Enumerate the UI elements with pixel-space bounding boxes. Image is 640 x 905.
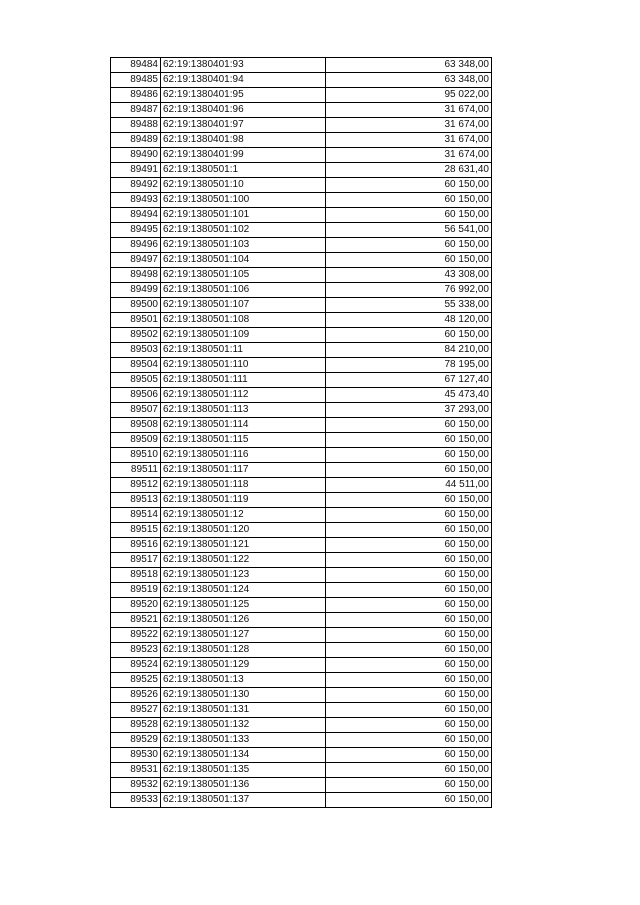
cadastral-number-cell: 62:19:1380501:11 xyxy=(161,343,326,358)
row-number-cell: 89502 xyxy=(111,328,161,343)
cadastral-number-cell: 62:19:1380501:122 xyxy=(161,553,326,568)
value-cell: 31 674,00 xyxy=(326,103,492,118)
value-cell: 48 120,00 xyxy=(326,313,492,328)
cadastral-number-cell: 62:19:1380501:121 xyxy=(161,538,326,553)
cadastral-number-cell: 62:19:1380401:99 xyxy=(161,148,326,163)
cadastral-number-cell: 62:19:1380401:94 xyxy=(161,73,326,88)
row-number-cell: 89485 xyxy=(111,73,161,88)
cadastral-number-cell: 62:19:1380501:106 xyxy=(161,283,326,298)
table-row xyxy=(111,463,492,478)
table-row xyxy=(111,478,492,493)
table-row xyxy=(111,793,492,808)
table-row xyxy=(111,733,492,748)
row-number-cell: 89510 xyxy=(111,448,161,463)
value-cell: 60 150,00 xyxy=(326,733,492,748)
row-number-cell: 89520 xyxy=(111,598,161,613)
cadastral-number-cell: 62:19:1380501:114 xyxy=(161,418,326,433)
cadastral-number-cell: 62:19:1380501:115 xyxy=(161,433,326,448)
value-cell: 60 150,00 xyxy=(326,238,492,253)
table-row xyxy=(111,193,492,208)
value-cell: 63 348,00 xyxy=(326,73,492,88)
row-number-cell: 89514 xyxy=(111,508,161,523)
value-cell: 60 150,00 xyxy=(326,673,492,688)
table-row xyxy=(111,703,492,718)
cadastral-number-cell: 62:19:1380401:93 xyxy=(161,58,326,73)
row-number-cell: 89491 xyxy=(111,163,161,178)
table-row xyxy=(111,388,492,403)
value-cell: 55 338,00 xyxy=(326,298,492,313)
value-cell: 67 127,40 xyxy=(326,373,492,388)
cadastral-number-cell: 62:19:1380501:108 xyxy=(161,313,326,328)
row-number-cell: 89496 xyxy=(111,238,161,253)
value-cell: 45 473,40 xyxy=(326,388,492,403)
cadastral-number-cell: 62:19:1380401:98 xyxy=(161,133,326,148)
row-number-cell: 89498 xyxy=(111,268,161,283)
table-row xyxy=(111,133,492,148)
cadastral-number-cell: 62:19:1380501:104 xyxy=(161,253,326,268)
cadastral-number-cell: 62:19:1380501:126 xyxy=(161,613,326,628)
value-cell: 60 150,00 xyxy=(326,328,492,343)
row-number-cell: 89495 xyxy=(111,223,161,238)
value-cell: 60 150,00 xyxy=(326,763,492,778)
row-number-cell: 89506 xyxy=(111,388,161,403)
row-number-cell: 89532 xyxy=(111,778,161,793)
cadastral-number-cell: 62:19:1380501:123 xyxy=(161,568,326,583)
row-number-cell: 89526 xyxy=(111,688,161,703)
table-row xyxy=(111,313,492,328)
value-cell: 60 150,00 xyxy=(326,208,492,223)
table-row xyxy=(111,508,492,523)
value-cell: 60 150,00 xyxy=(326,418,492,433)
row-number-cell: 89529 xyxy=(111,733,161,748)
row-number-cell: 89525 xyxy=(111,673,161,688)
table-row xyxy=(111,493,492,508)
table-row xyxy=(111,643,492,658)
table-row xyxy=(111,88,492,103)
cadastral-number-cell: 62:19:1380501:10 xyxy=(161,178,326,193)
table-row xyxy=(111,178,492,193)
value-cell: 31 674,00 xyxy=(326,133,492,148)
value-cell: 37 293,00 xyxy=(326,403,492,418)
value-cell: 60 150,00 xyxy=(326,598,492,613)
cadastral-number-cell: 62:19:1380501:120 xyxy=(161,523,326,538)
row-number-cell: 89533 xyxy=(111,793,161,808)
row-number-cell: 89488 xyxy=(111,118,161,133)
cadastral-number-cell: 62:19:1380501:116 xyxy=(161,448,326,463)
row-number-cell: 89521 xyxy=(111,613,161,628)
row-number-cell: 89493 xyxy=(111,193,161,208)
table-row xyxy=(111,748,492,763)
value-cell: 60 150,00 xyxy=(326,658,492,673)
row-number-cell: 89522 xyxy=(111,628,161,643)
value-cell: 60 150,00 xyxy=(326,553,492,568)
cadastral-number-cell: 62:19:1380501:107 xyxy=(161,298,326,313)
table-row xyxy=(111,523,492,538)
cadastral-number-cell: 62:19:1380501:130 xyxy=(161,688,326,703)
table-row xyxy=(111,433,492,448)
cadastral-number-cell: 62:19:1380501:13 xyxy=(161,673,326,688)
value-cell: 60 150,00 xyxy=(326,253,492,268)
value-cell: 60 150,00 xyxy=(326,523,492,538)
row-number-cell: 89484 xyxy=(111,58,161,73)
table-row xyxy=(111,403,492,418)
row-number-cell: 89528 xyxy=(111,718,161,733)
row-number-cell: 89518 xyxy=(111,568,161,583)
value-cell: 60 150,00 xyxy=(326,433,492,448)
cadastral-number-cell: 62:19:1380501:132 xyxy=(161,718,326,733)
cadastral-number-cell: 62:19:1380501:12 xyxy=(161,508,326,523)
value-cell: 60 150,00 xyxy=(326,703,492,718)
cadastral-number-cell: 62:19:1380501:124 xyxy=(161,583,326,598)
cadastral-number-cell: 62:19:1380501:1 xyxy=(161,163,326,178)
table-row xyxy=(111,598,492,613)
cadastral-number-cell: 62:19:1380501:112 xyxy=(161,388,326,403)
row-number-cell: 89527 xyxy=(111,703,161,718)
table-row xyxy=(111,118,492,133)
value-cell: 60 150,00 xyxy=(326,193,492,208)
row-number-cell: 89509 xyxy=(111,433,161,448)
row-number-cell: 89494 xyxy=(111,208,161,223)
value-cell: 60 150,00 xyxy=(326,643,492,658)
table-row xyxy=(111,688,492,703)
table-row xyxy=(111,568,492,583)
value-cell: 56 541,00 xyxy=(326,223,492,238)
table-row xyxy=(111,238,492,253)
value-cell: 60 150,00 xyxy=(326,568,492,583)
row-number-cell: 89497 xyxy=(111,253,161,268)
value-cell: 43 308,00 xyxy=(326,268,492,283)
table-row xyxy=(111,283,492,298)
cadastral-number-cell: 62:19:1380501:105 xyxy=(161,268,326,283)
table-row xyxy=(111,148,492,163)
table-body xyxy=(111,58,492,808)
row-number-cell: 89513 xyxy=(111,493,161,508)
row-number-cell: 89490 xyxy=(111,148,161,163)
row-number-cell: 89499 xyxy=(111,283,161,298)
table-row xyxy=(111,268,492,283)
cadastral-number-cell: 62:19:1380501:111 xyxy=(161,373,326,388)
row-number-cell: 89511 xyxy=(111,463,161,478)
cadastral-number-cell: 62:19:1380501:131 xyxy=(161,703,326,718)
table-row xyxy=(111,253,492,268)
value-cell: 84 210,00 xyxy=(326,343,492,358)
cadastral-number-cell: 62:19:1380501:117 xyxy=(161,463,326,478)
row-number-cell: 89489 xyxy=(111,133,161,148)
table-row xyxy=(111,103,492,118)
value-cell: 60 150,00 xyxy=(326,463,492,478)
row-number-cell: 89519 xyxy=(111,583,161,598)
row-number-cell: 89487 xyxy=(111,103,161,118)
value-cell: 95 022,00 xyxy=(326,88,492,103)
row-number-cell: 89515 xyxy=(111,523,161,538)
row-number-cell: 89504 xyxy=(111,358,161,373)
cadastral-number-cell: 62:19:1380401:97 xyxy=(161,118,326,133)
table-row xyxy=(111,553,492,568)
table-row xyxy=(111,628,492,643)
value-cell: 60 150,00 xyxy=(326,718,492,733)
cadastral-number-cell: 62:19:1380501:102 xyxy=(161,223,326,238)
cadastral-number-cell: 62:19:1380501:136 xyxy=(161,778,326,793)
table-row xyxy=(111,58,492,73)
cadastral-number-cell: 62:19:1380501:134 xyxy=(161,748,326,763)
value-cell: 60 150,00 xyxy=(326,538,492,553)
value-cell: 31 674,00 xyxy=(326,118,492,133)
table-row xyxy=(111,343,492,358)
value-cell: 63 348,00 xyxy=(326,58,492,73)
cadastral-number-cell: 62:19:1380501:129 xyxy=(161,658,326,673)
cadastral-number-cell: 62:19:1380501:125 xyxy=(161,598,326,613)
value-cell: 78 195,00 xyxy=(326,358,492,373)
value-cell: 31 674,00 xyxy=(326,148,492,163)
table-row xyxy=(111,73,492,88)
cadastral-number-cell: 62:19:1380501:127 xyxy=(161,628,326,643)
row-number-cell: 89505 xyxy=(111,373,161,388)
cadastral-number-cell: 62:19:1380501:103 xyxy=(161,238,326,253)
row-number-cell: 89516 xyxy=(111,538,161,553)
value-cell: 60 150,00 xyxy=(326,448,492,463)
row-number-cell: 89523 xyxy=(111,643,161,658)
row-number-cell: 89507 xyxy=(111,403,161,418)
cadastral-number-cell: 62:19:1380501:135 xyxy=(161,763,326,778)
cadastral-value-table xyxy=(110,57,492,808)
table-row xyxy=(111,613,492,628)
value-cell: 60 150,00 xyxy=(326,178,492,193)
table-row xyxy=(111,328,492,343)
document-page xyxy=(110,57,491,808)
table-row xyxy=(111,223,492,238)
row-number-cell: 89503 xyxy=(111,343,161,358)
table-row xyxy=(111,163,492,178)
table-row xyxy=(111,583,492,598)
table-row xyxy=(111,778,492,793)
row-number-cell: 89508 xyxy=(111,418,161,433)
cadastral-number-cell: 62:19:1380501:128 xyxy=(161,643,326,658)
cadastral-number-cell: 62:19:1380501:118 xyxy=(161,478,326,493)
table-row xyxy=(111,418,492,433)
value-cell: 60 150,00 xyxy=(326,493,492,508)
row-number-cell: 89517 xyxy=(111,553,161,568)
table-row xyxy=(111,448,492,463)
cadastral-number-cell: 62:19:1380501:119 xyxy=(161,493,326,508)
cadastral-number-cell: 62:19:1380501:110 xyxy=(161,358,326,373)
row-number-cell: 89500 xyxy=(111,298,161,313)
cadastral-number-cell: 62:19:1380501:133 xyxy=(161,733,326,748)
value-cell: 76 992,00 xyxy=(326,283,492,298)
row-number-cell: 89501 xyxy=(111,313,161,328)
value-cell: 60 150,00 xyxy=(326,628,492,643)
row-number-cell: 89531 xyxy=(111,763,161,778)
cadastral-number-cell: 62:19:1380501:101 xyxy=(161,208,326,223)
cadastral-number-cell: 62:19:1380501:113 xyxy=(161,403,326,418)
table-row xyxy=(111,658,492,673)
table-row xyxy=(111,298,492,313)
value-cell: 60 150,00 xyxy=(326,508,492,523)
table-row xyxy=(111,358,492,373)
table-row xyxy=(111,208,492,223)
row-number-cell: 89492 xyxy=(111,178,161,193)
value-cell: 60 150,00 xyxy=(326,778,492,793)
row-number-cell: 89512 xyxy=(111,478,161,493)
value-cell: 60 150,00 xyxy=(326,793,492,808)
value-cell: 44 511,00 xyxy=(326,478,492,493)
value-cell: 60 150,00 xyxy=(326,688,492,703)
table-row xyxy=(111,763,492,778)
table-row xyxy=(111,538,492,553)
cadastral-number-cell: 62:19:1380401:95 xyxy=(161,88,326,103)
cadastral-number-cell: 62:19:1380501:109 xyxy=(161,328,326,343)
row-number-cell: 89530 xyxy=(111,748,161,763)
cadastral-number-cell: 62:19:1380401:96 xyxy=(161,103,326,118)
cadastral-number-cell: 62:19:1380501:137 xyxy=(161,793,326,808)
row-number-cell: 89524 xyxy=(111,658,161,673)
table-row xyxy=(111,718,492,733)
value-cell: 28 631,40 xyxy=(326,163,492,178)
value-cell: 60 150,00 xyxy=(326,613,492,628)
cadastral-number-cell: 62:19:1380501:100 xyxy=(161,193,326,208)
table-row xyxy=(111,373,492,388)
value-cell: 60 150,00 xyxy=(326,583,492,598)
table-row xyxy=(111,673,492,688)
row-number-cell: 89486 xyxy=(111,88,161,103)
value-cell: 60 150,00 xyxy=(326,748,492,763)
